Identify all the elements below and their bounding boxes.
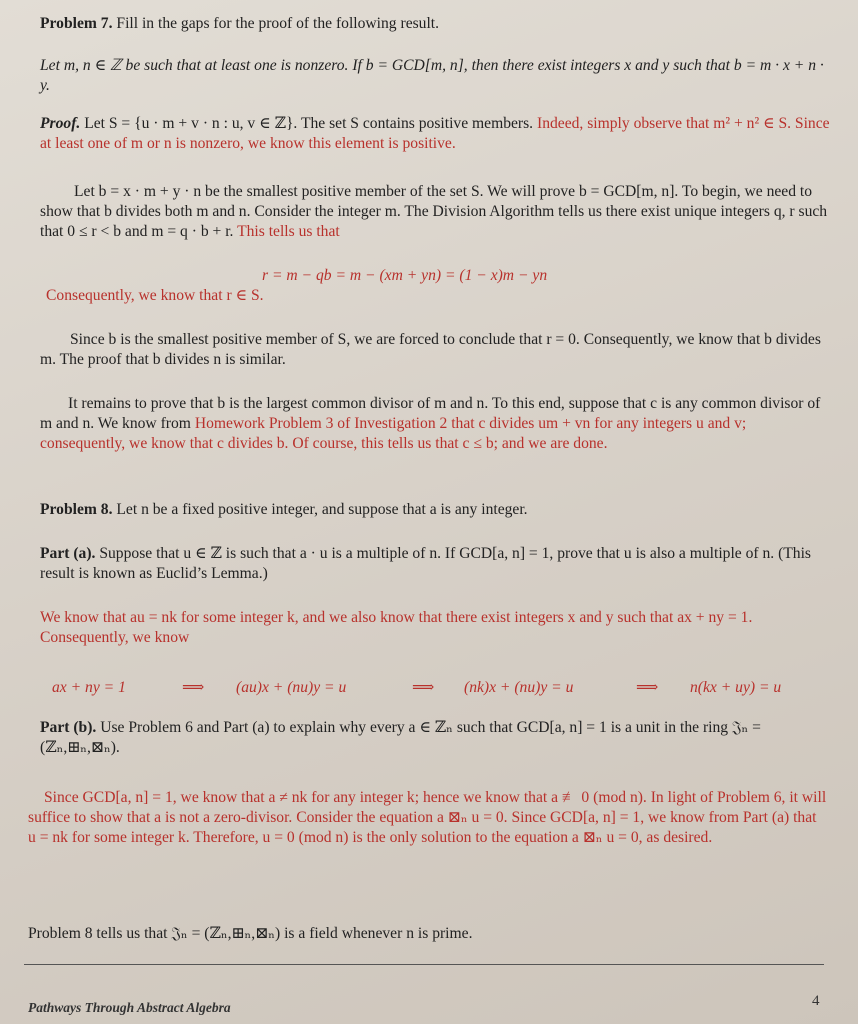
implies-arrow-3: ⟹ xyxy=(636,679,659,696)
part-a-question xyxy=(40,544,830,584)
problem-7-instruction: Fill in the gaps for the proof of the following result. xyxy=(116,15,440,32)
problem-8-heading xyxy=(40,500,830,520)
proof-paragraph-4 xyxy=(40,394,830,454)
problem-8-label: Problem 8. xyxy=(40,501,113,518)
implies-arrow-1: ⟹ xyxy=(182,679,205,696)
book-title: Pathways Through Abstract Algebra xyxy=(28,1000,231,1015)
proof-paragraph-3: Since b is the smallest positive member of S, we are forced to conclude that r = 0. Consequently, we know that b divides m. The proof that b divides n is similar. xyxy=(40,331,821,368)
proof-label: Proof. xyxy=(40,115,81,132)
proof-paragraph-2 xyxy=(40,182,830,242)
proof-p4-text: It remains to prove that b is the largest common divisor of m and n. To this end, suppose that c is any common divisor of m and n. We know from xyxy=(40,395,821,432)
closing-remark: Problem 8 tells us that 𝔍ₙ = (ℤₙ,⊞ₙ,⊠ₙ) is a field whenever n is prime. xyxy=(28,925,473,942)
footer-divider xyxy=(24,964,824,965)
equation-r: r = m − qb = m − (xm + yn) = (1 − x)m − yn xyxy=(262,267,548,284)
equation-a2: (au)x + (nu)y = u xyxy=(236,679,347,696)
page-number: 4 xyxy=(812,993,820,1009)
equation-a1: ax + ny = 1 xyxy=(52,679,126,696)
part-a-answer: We know that au = nk for some integer k, and we also know that there exist integers x and y such that ax + ny = 1. Consequently, we know xyxy=(40,609,753,646)
part-a-text: Suppose that u ∈ ℤ is such that a · u is a multiple of n. If GCD[a, n] = 1, prove that u is also a multiple of n. (This result is known as Euclid’s Lemma.) xyxy=(40,545,811,582)
proof-p2-text: Let b = x · m + y · n be the smallest positive member of the set S. We will prove b = GCD[m, n]. To begin, we need to show that b divides both m and n. Consider the integer m. The Division Algorithm tells us there exist unique integers q, r such that 0 ≤ r < b and m = q · b + r. xyxy=(40,183,828,240)
part-b-answer: Since GCD[a, n] = 1, we know that a ≠ nk for any integer k; hence we know that a ≢ 0 (mod n). In light of Problem 6, it will suffice to show that a is not a zero-divisor. Consider the equation a ⊠ₙ u = 0. Since GCD[a, n] = 1, we know from Part (a) that u = nk for some integer k. Therefore, u = 0 (mod n) is the only solution to the equation a ⊠ₙ u = 0, as desired. xyxy=(28,789,827,846)
problem-7-label: Problem 7. xyxy=(40,15,113,32)
problem-8-instruction: Let n be a fixed positive integer, and suppose that a is any integer. xyxy=(116,501,528,518)
proof-p1-text: Let S = {u · m + v · n : u, v ∈ ℤ}. The set S contains positive members. xyxy=(84,115,534,132)
implies-arrow-2: ⟹ xyxy=(412,679,435,696)
part-a-label: Part (a). xyxy=(40,545,96,562)
equation-a4: n(kx + uy) = u xyxy=(690,679,782,696)
proof-p4-answer: Homework Problem 3 of Investigation 2 that c divides um + vn for any integers u and v; consequently, we know that c divides b. Of course, this tells us that c ≤ b; and we are done. xyxy=(40,415,747,452)
part-b-question xyxy=(40,718,830,758)
proof-p2-answer: This tells us that xyxy=(237,223,340,240)
proof-paragraph-1 xyxy=(40,114,830,154)
theorem-statement: Let m, n ∈ ℤ be such that at least one is nonzero. If b = GCD[m, n], then there exist integers x and y such that b = m · x + n · y. xyxy=(40,57,824,94)
problem-7-heading xyxy=(40,14,830,34)
consequently-line: Consequently, we know that r ∈ S. xyxy=(46,287,264,304)
equation-a3: (nk)x + (nu)y = u xyxy=(464,679,574,696)
part-b-label: Part (b). xyxy=(40,719,97,736)
proof-p1-answer: Indeed, simply observe that m² + n² ∈ S. Since at least one of m or n is nonzero, we know this element is positive. xyxy=(40,115,830,152)
part-b-text: Use Problem 6 and Part (a) to explain why every a ∈ ℤₙ such that GCD[a, n] = 1 is a unit in the ring 𝔍ₙ = (ℤₙ,⊞ₙ,⊠ₙ). xyxy=(40,719,761,756)
